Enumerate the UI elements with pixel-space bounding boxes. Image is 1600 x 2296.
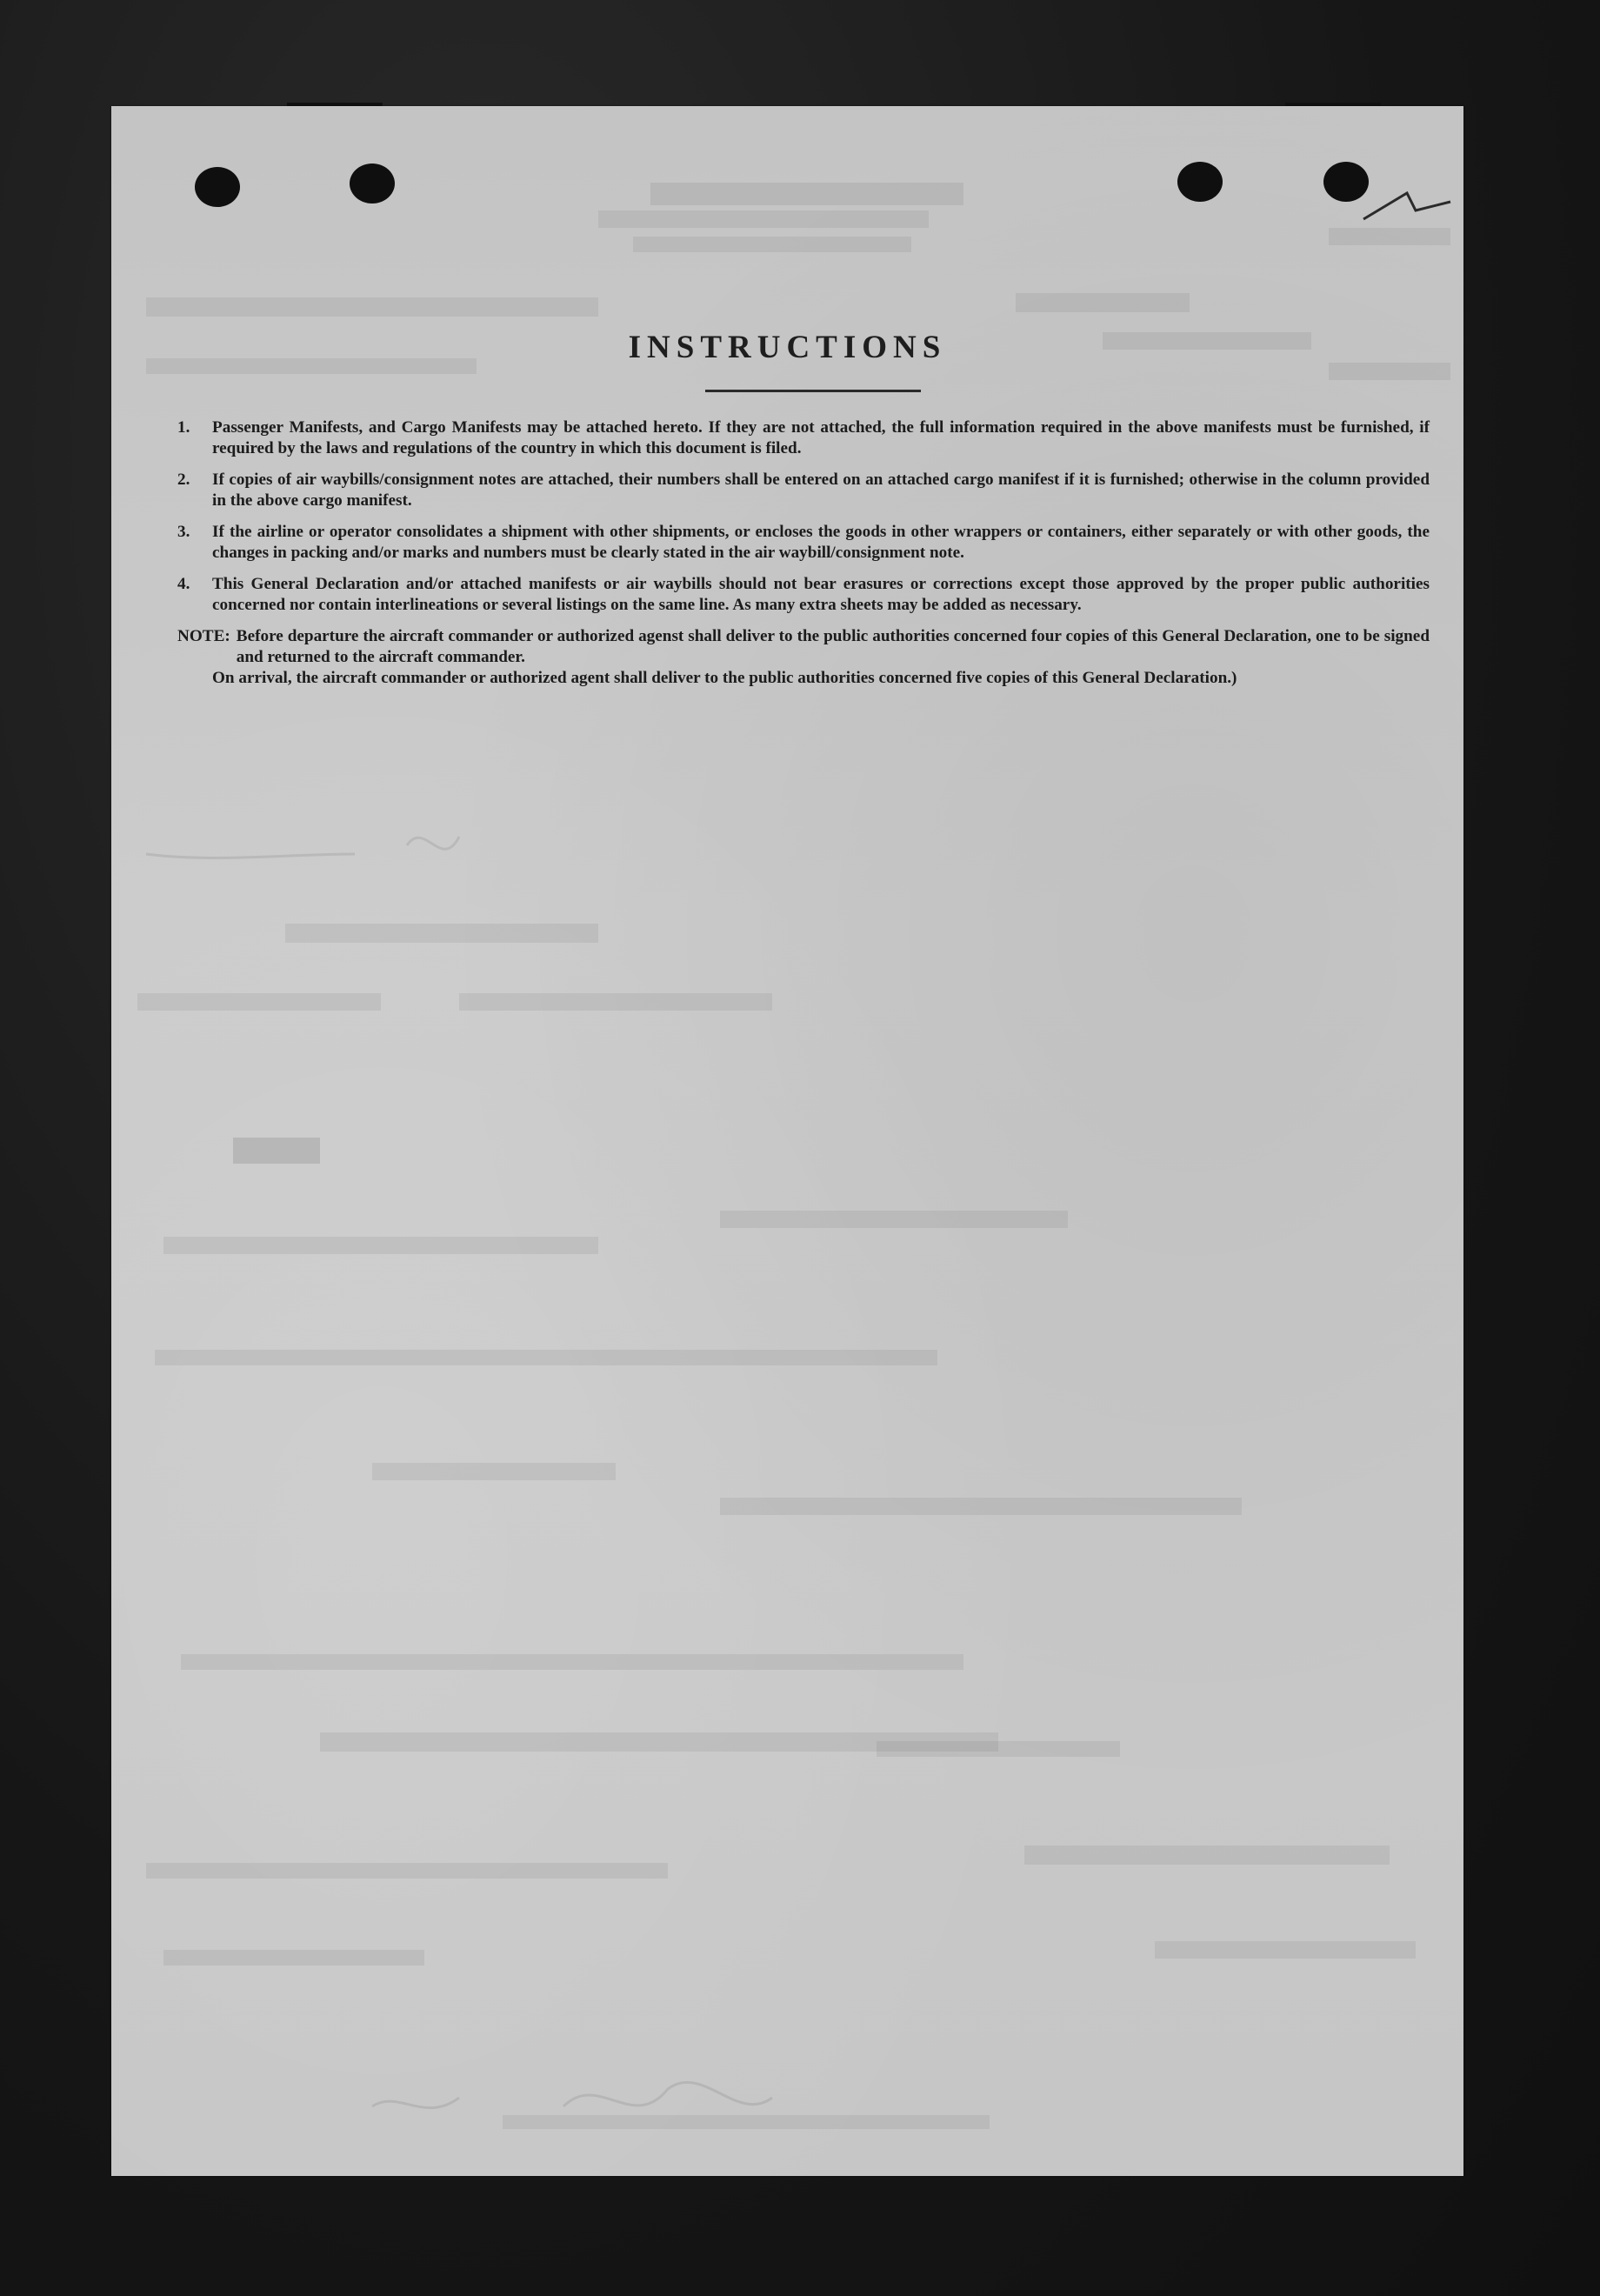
punch-hole-3 [1177, 162, 1223, 202]
document-sheet [111, 106, 1463, 2176]
instruction-number: 3. [177, 523, 190, 541]
note-label: NOTE: [177, 627, 230, 645]
instruction-number: 2. [177, 471, 190, 489]
note-departure-text: Before departure the aircraft commander or authorized agenst shall deliver to the public authorities concerned four copies of this General Declaration, one to be signed and returned to the aircraft commander. [236, 627, 1430, 666]
instruction-text: Passenger Manifests, and Cargo Manifests may be attached hereto. If they are not attached, the full information required in the above manifests must be furnished, if required by the laws and regulations of the country in which this document is filed. [212, 418, 1430, 457]
punch-hole-2 [350, 164, 395, 204]
instruction-item-2 [177, 470, 1430, 511]
note-arrival-text: On arrival, the aircraft commander or authorized agent shall deliver to the public authorities concerned five copies of this General Declaration.) [212, 669, 1237, 687]
title-underline [705, 390, 921, 392]
instruction-item-4 [177, 574, 1430, 616]
corner-scratch-mark [1355, 184, 1459, 245]
instruction-item-3 [177, 522, 1430, 564]
instructions-list [177, 417, 1430, 689]
punch-hole-1 [195, 167, 240, 207]
note-block [177, 626, 1430, 668]
bleed-through-lines [111, 106, 1463, 2176]
instruction-text: If the airline or operator consolidates a shipment with other shipments, or encloses the goods in other wrappers or containers, either separately or with other goods, the changes in packing and/or marks and numbers must be clearly stated in the air waybill/consignment note. [212, 523, 1430, 562]
instruction-number: 1. [177, 418, 190, 437]
instruction-item-1 [177, 417, 1430, 459]
instruction-number: 4. [177, 575, 190, 593]
page-title: INSTRUCTIONS [628, 330, 947, 365]
instruction-text: This General Declaration and/or attached manifests or air waybills should not bear erasures or corrections except those approved by the proper public authorities concerned nor contain interlineations or several listings on the same line. As many extra sheets may be added as necessary. [212, 575, 1430, 614]
instruction-text: If copies of air waybills/consignment notes are attached, their numbers shall be entered on an attached cargo manifest if it is furnished; otherwise in the column provided in the above cargo manifest. [212, 471, 1430, 510]
